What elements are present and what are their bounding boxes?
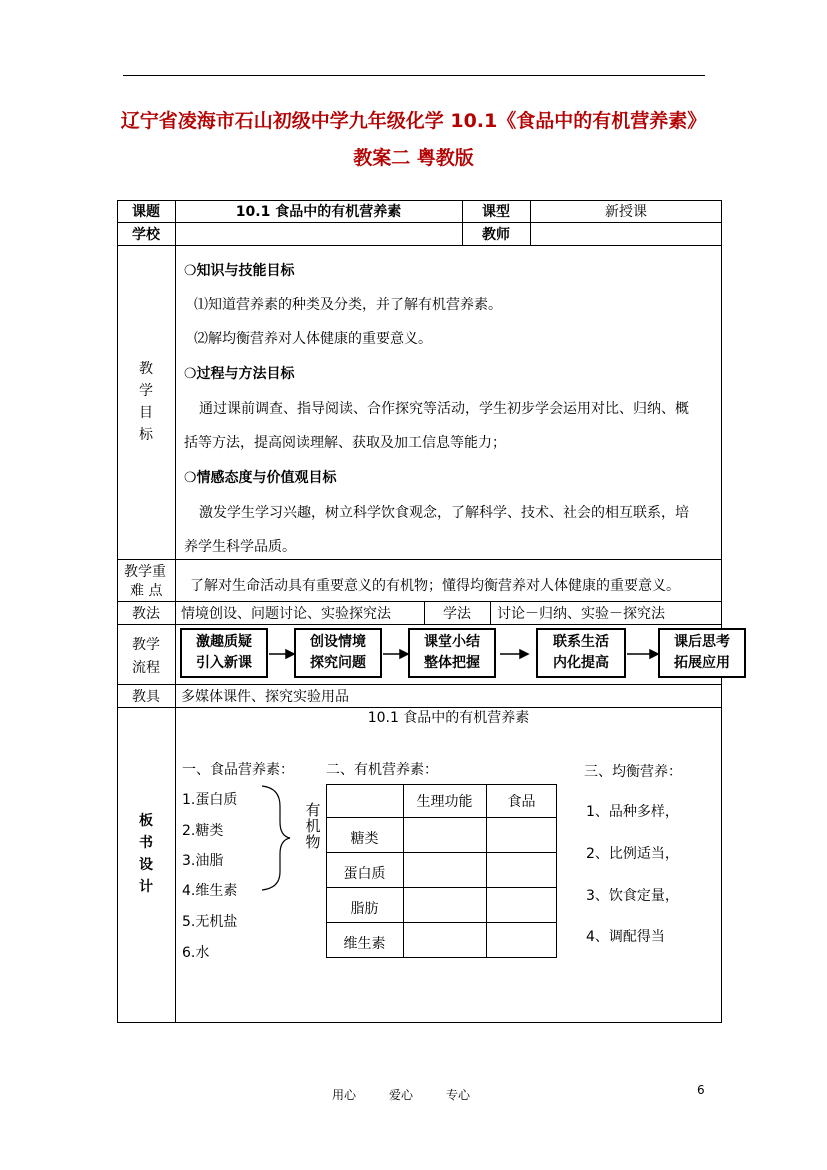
document-title-line1: 辽宁省凌海市石山初级中学九年级化学 10.1《食品中的有机营养素》 — [120, 110, 707, 132]
difficulty-label-1: 教学重 — [124, 564, 166, 580]
type-value: 新授课 — [605, 204, 647, 220]
flow-step-3: 课堂小结 整体把握 — [408, 628, 496, 678]
board-label: 板 书 设 计 — [139, 813, 153, 895]
flow-step-4: 联系生活 内化提高 — [536, 628, 626, 678]
table-row-label: 糖类 — [350, 831, 379, 847]
document-title-line2: 教案二 粤教版 — [353, 147, 474, 169]
table-header: 食品 — [507, 793, 536, 810]
balance-item: 2、比例适当， — [586, 846, 679, 862]
flow-step-5: 课后思考 拓展应用 — [658, 628, 746, 678]
nutrient-item: 6.水 — [182, 945, 210, 961]
balance-item: 1、品种多样， — [586, 804, 679, 820]
flow-step-1: 激趣质疑 引入新课 — [180, 628, 268, 678]
table-row-label: 蛋白质 — [343, 866, 386, 882]
attitude-text-1: 激发学生学习兴趣，树立科学饮食观念，了解科学、技术、社会的相互联系，培 — [199, 505, 689, 521]
process-text-1: 通过课前调查、指导阅读、合作探究等活动，学生初步学会运用对比、归纳、概 — [199, 401, 689, 417]
flow-label-1: 教学 — [132, 637, 160, 653]
section2-title: 二、有机营养素： — [326, 762, 438, 778]
label-type: 课型 — [482, 204, 510, 220]
label-topic: 课题 — [132, 204, 160, 220]
label-teacher: 教师 — [482, 226, 510, 243]
nutrient-item: 4.维生素 — [182, 883, 238, 899]
tools-label: 教具 — [132, 688, 160, 705]
nutrient-item: 5.无机盐 — [182, 914, 238, 930]
knowledge-item-2: ⑵解均衡营养对人体健康的重要意义。 — [194, 331, 432, 347]
teach-method-label: 教法 — [132, 605, 160, 622]
attitude-title: ❍情感态度与价值观目标 — [184, 470, 337, 486]
topic-value: 10.1 食品中的有机营养素 — [235, 204, 402, 220]
organic-label: 有 机 物 — [305, 801, 321, 851]
balance-item: 3、饮食定量， — [586, 888, 679, 904]
process-text-2: 括等方法，提高阅读理解、获取及加工信息等能力； — [184, 435, 506, 451]
table-row-label: 脂肪 — [350, 901, 379, 917]
footer-word: 爱心 — [389, 1088, 414, 1102]
difficulty-text: 了解对生命活动具有重要意义的有机物；懂得均衡营养对人体健康的重要意义。 — [190, 578, 680, 594]
page-number: 6 — [697, 1083, 705, 1097]
learn-method-value: 讨论－归纳、实验－探究法 — [497, 605, 665, 622]
board-heading: 10.1 食品中的有机营养素 — [367, 710, 530, 726]
nutrient-item: 1.蛋白质 — [182, 792, 238, 808]
label-school: 学校 — [132, 226, 160, 243]
objectives-label: 教 学 目 标 — [139, 361, 153, 443]
section3-title: 三、均衡营养： — [584, 764, 682, 780]
table-header: 生理功能 — [416, 793, 473, 810]
teach-method-value: 情境创设、问题讨论、实验探究法 — [181, 605, 391, 622]
table-row-label: 维生素 — [343, 936, 386, 952]
learn-method-label: 学法 — [443, 605, 471, 622]
knowledge-title: ❍知识与技能目标 — [184, 263, 295, 279]
difficulty-label-2: 难 点 — [130, 583, 163, 599]
tools-value: 多媒体课件、探究实验用品 — [181, 688, 349, 705]
attitude-text-2: 养学生科学品质。 — [184, 539, 296, 555]
balance-item: 4、调配得当 — [586, 929, 665, 945]
nutrient-item: 3.油脂 — [182, 853, 224, 869]
process-title: ❍过程与方法目标 — [184, 366, 295, 382]
footer-word: 用心 — [332, 1088, 357, 1102]
knowledge-item-1: ⑴知道营养素的种类及分类，并了解有机营养素。 — [194, 297, 502, 313]
flow-label-2: 流程 — [132, 660, 160, 676]
flow-step-2: 创设情境 探究问题 — [294, 628, 382, 678]
section1-title: 一、食品营养素： — [182, 762, 294, 778]
footer-word: 专心 — [446, 1088, 471, 1102]
nutrient-item: 2.糖类 — [182, 823, 224, 839]
